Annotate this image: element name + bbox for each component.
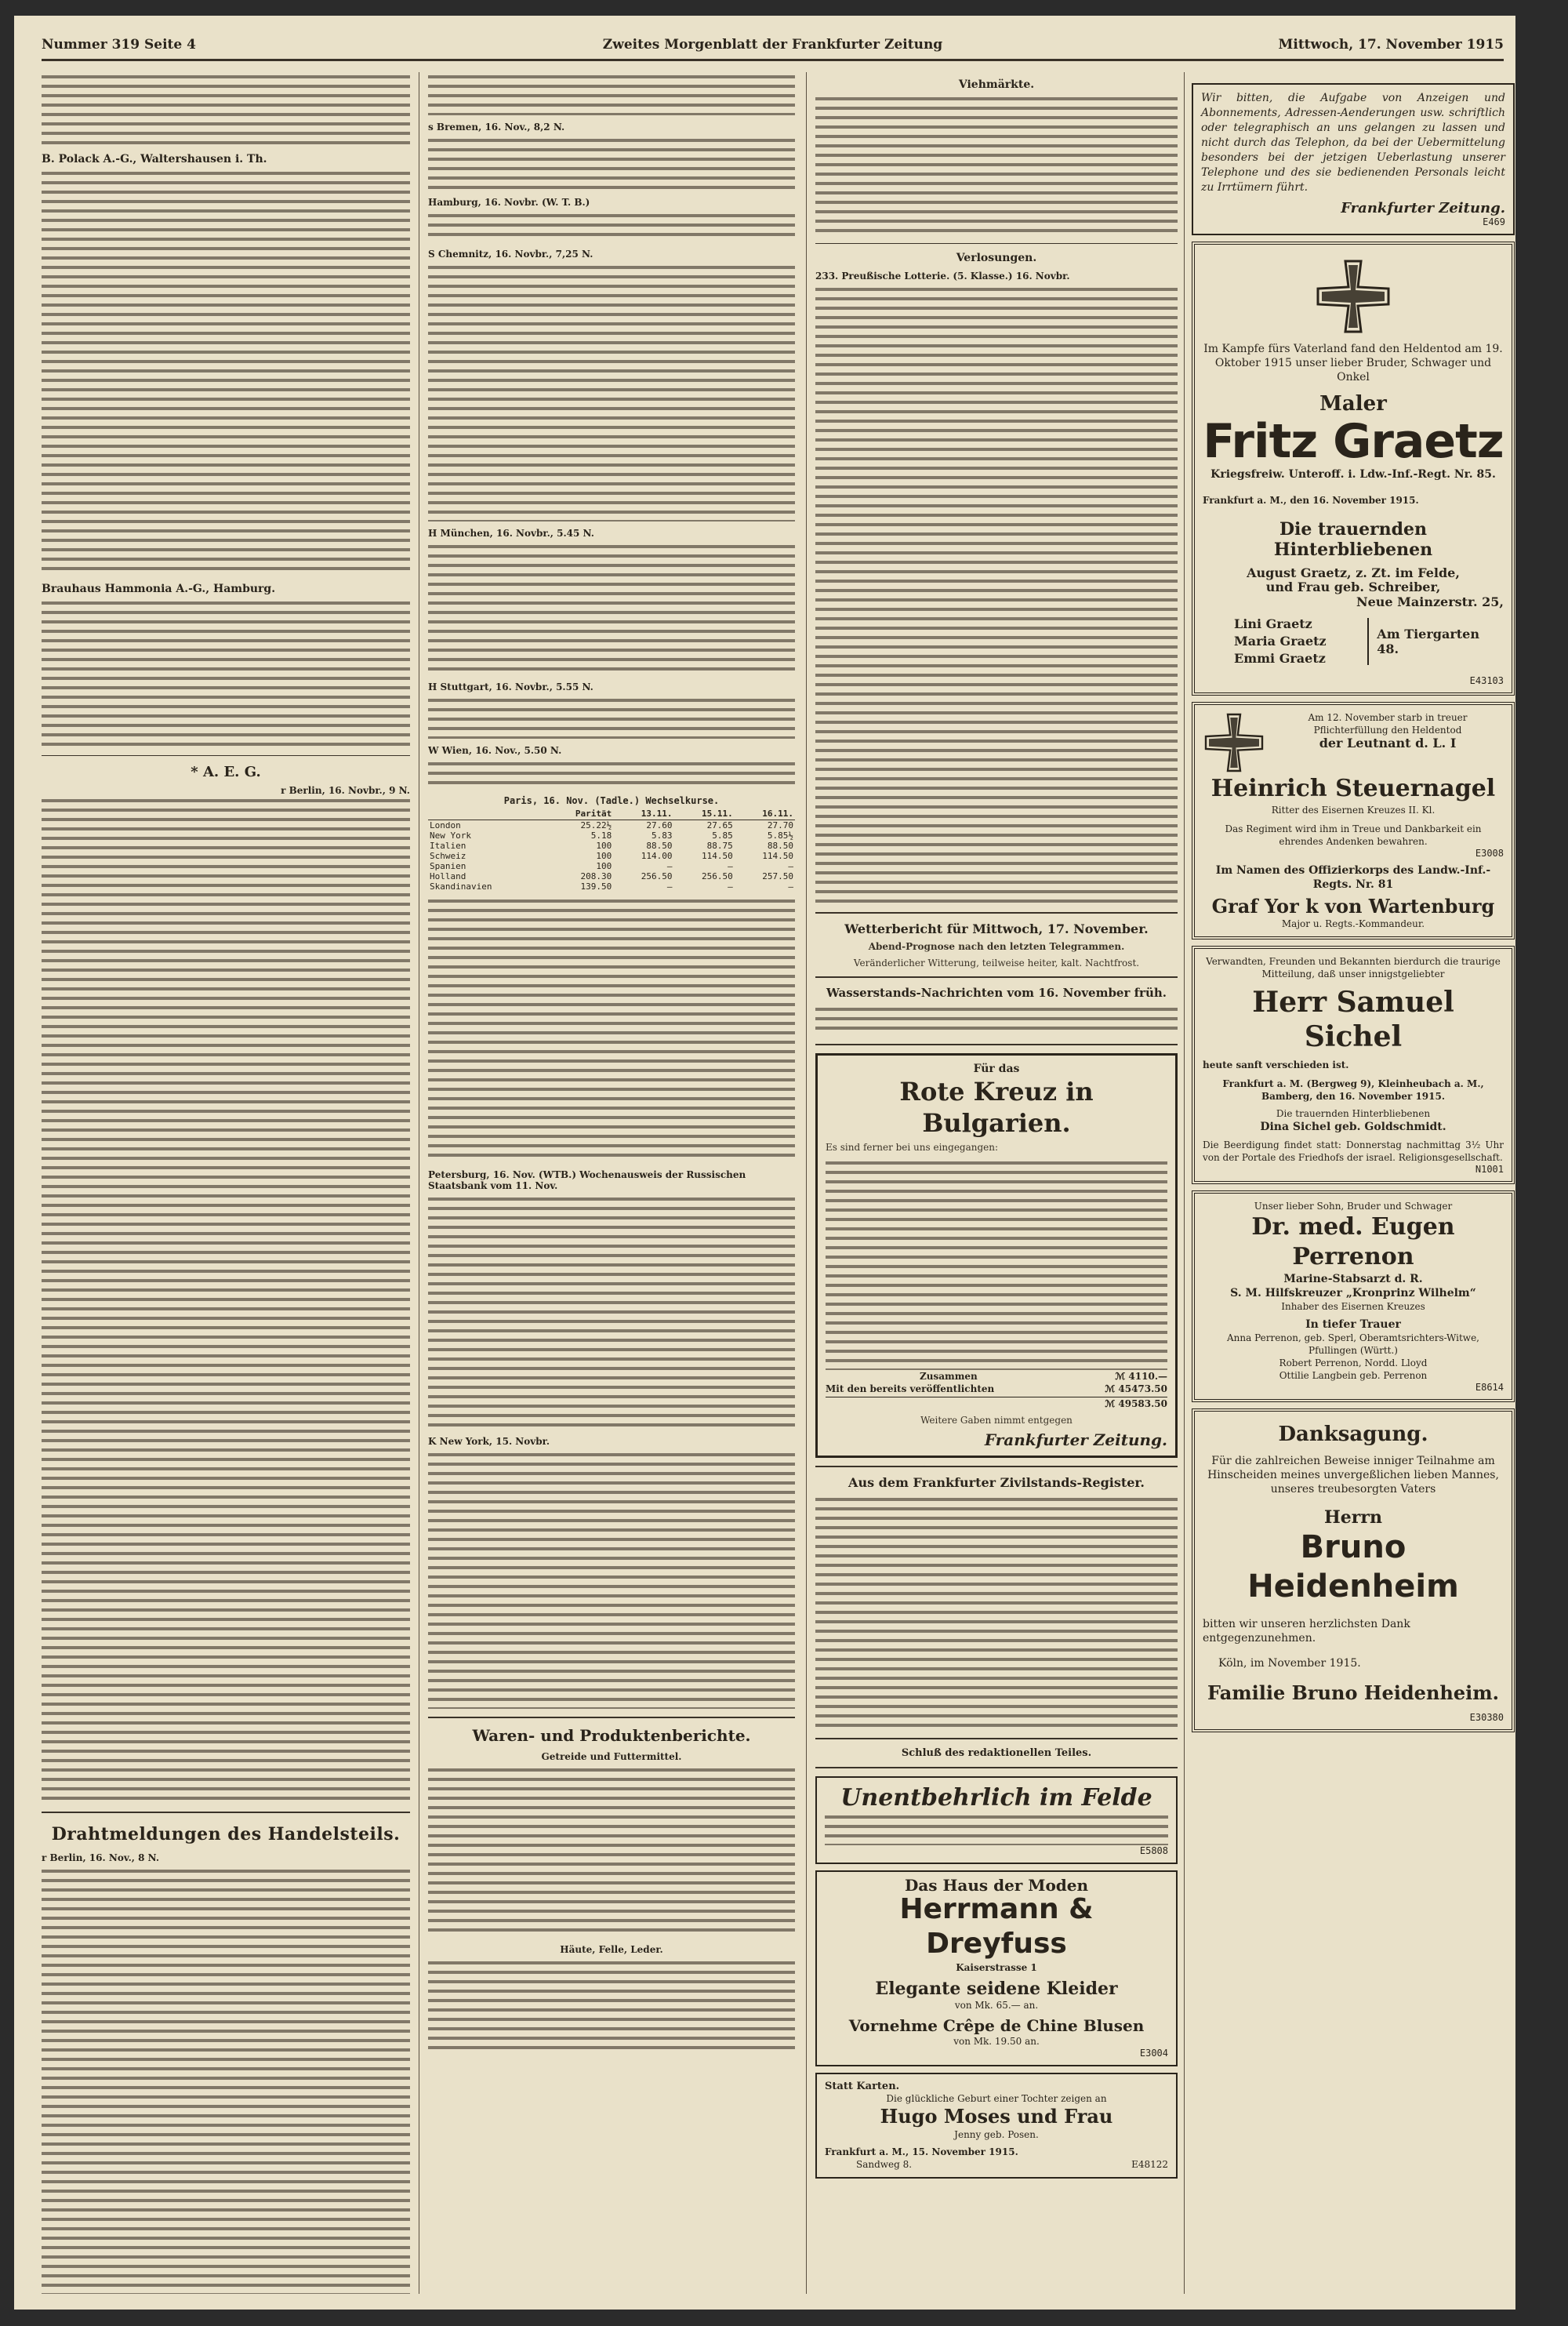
unentbehrlich-title: Unentbehrlich im Felde (840, 1784, 1152, 1812)
perrenon-family1: Anna Perrenon, geb. Sperl, Oberamtsrichters-Witwe, Pfullingen (Württ.) (1227, 1332, 1479, 1356)
zusammen-value: ℳ 4110.— (1115, 1370, 1167, 1382)
haeute-heading: Häute, Felle, Leder. (560, 1944, 663, 1955)
hermann-dreyfuss-ad (815, 1870, 1178, 2066)
table-cell: Italien (430, 841, 466, 851)
aeg-heading: * A. E. G. (191, 764, 261, 780)
dateline-newyork: K New York, 15. Novbr. (428, 1436, 550, 1447)
article-text (428, 136, 795, 191)
table-cell: — (728, 861, 733, 871)
table-cell: — (666, 881, 673, 892)
perrenon-rank: Marine-Stabsarzt d. R. (1283, 1273, 1423, 1285)
hermann-kicker: Das Haus der Moden (904, 1876, 1089, 1895)
danksagung-name: Bruno Heidenheim (1247, 1529, 1459, 1605)
table-cell: Schweiz (430, 851, 466, 861)
ad-number: E3008 (1475, 848, 1504, 859)
graetz-date: Frankfurt a. M., den 16. November 1915. (1203, 495, 1419, 506)
table-header: Parität (543, 808, 613, 820)
column-rule (806, 72, 807, 2294)
table-cell: 100 (596, 861, 612, 871)
fz-sign: Frankfurter Zeitung. (984, 1430, 1167, 1449)
zivil-heading: Aus dem Frankfurter Zivilstands-Register. (848, 1475, 1145, 1490)
newspaper-page (14, 16, 1515, 2310)
ad-number: E48122 (1131, 2159, 1168, 2170)
sichel-mourners: Die trauernden Hinterbliebenen (1276, 1108, 1431, 1119)
table-cell: New York (430, 830, 471, 841)
divider (815, 912, 1178, 914)
article-text (42, 598, 410, 747)
issue-date: Mittwoch, 17. November 1915 (1278, 37, 1504, 53)
table-cell: 139.50 (580, 881, 612, 892)
perrenon-name: Dr. med. Eugen Perrenon (1251, 1213, 1455, 1270)
dateline-hamburg: Hamburg, 16. Novbr. (W. T. B.) (428, 197, 590, 208)
dateline-stuttgart: H Stuttgart, 16. Novbr., 5.55 N. (428, 681, 593, 692)
ad-text (825, 1812, 1168, 1845)
geburt-nee: Jenny geb. Posen. (954, 2129, 1039, 2140)
paris-table-caption: Paris, 16. Nov. (Tadle.) Wechselkurse. (503, 795, 720, 806)
table-cell: — (788, 881, 793, 892)
ad-number: E30380 (1469, 1712, 1504, 1723)
table-cell: 100 (596, 851, 612, 861)
waren-heading: Waren- und Produktenberichte. (472, 1726, 751, 1745)
geburt-ad (815, 2073, 1178, 2179)
table-cell: Skandinavien (430, 881, 492, 892)
wetter-sub: Abend-Prognose nach den letzten Telegrammen. (868, 941, 1125, 952)
article-text (428, 1958, 795, 2052)
water-levels (815, 1005, 1178, 1036)
column-rule (1184, 72, 1185, 2294)
article-text (428, 896, 795, 1163)
sichel-text: heute sanft verschieden ist. (1203, 1059, 1349, 1070)
table-cell: 27.65 (706, 820, 733, 830)
divider (815, 1767, 1178, 1768)
zivil-register (815, 1495, 1178, 1730)
graetz-mourner2: Lini Graetz (1234, 616, 1312, 631)
geburt-place: Frankfurt a. M., 15. November 1915. (825, 2146, 1018, 2157)
hermann-name: Herrmann & Dreyfuss (899, 1893, 1094, 1960)
iron-cross-icon (1314, 257, 1392, 336)
drahtmeldungen-heading: Drahtmeldungen des Handelsteils. (51, 1824, 401, 1844)
steuernagel-signer: Graf Yor k von Wartenburg (1211, 895, 1495, 918)
danksagung-place: Köln, im November 1915. (1218, 1657, 1361, 1670)
lotterie-heading: Verlosungen. (956, 252, 1037, 264)
article-text (428, 759, 795, 790)
donor-list (826, 1158, 1167, 1370)
bereits-value: ℳ 45473.50 (1105, 1383, 1167, 1394)
sichel-place: Frankfurt a. M. (Bergweg 9), Kleinheubach a. M., Bamberg, den 16. November 1915. (1222, 1078, 1484, 1102)
statement-table (428, 1194, 795, 1430)
lotterie-line: 233. Preußische Lotterie. (5. Klasse.) 16. Novbr. (815, 271, 1070, 282)
sichel-obituary (1192, 946, 1515, 1184)
table-cell: 5.85 (712, 830, 733, 841)
ad-number: E469 (1483, 216, 1505, 227)
table-cell: 257.50 (762, 871, 793, 881)
table-header: 13.11. (613, 808, 673, 820)
table-cell: — (728, 881, 733, 892)
article-text (428, 1765, 795, 1938)
paris-exchange-table (428, 795, 795, 892)
statt-karten: Statt Karten. (825, 2081, 900, 2092)
danksagung-text: Für die zahlreichen Beweise inniger Teilnahme am Hinscheiden meines unvergeßlichen lieben Mannes, unseres treubesorgten Vaters (1207, 1455, 1499, 1496)
table-header: 16.11. (735, 808, 795, 820)
table-cell: Holland (430, 871, 466, 881)
table-cell: 208.30 (580, 871, 612, 881)
table-row (428, 871, 795, 881)
ad-number: N1001 (1475, 1164, 1504, 1175)
column-3 (815, 72, 1178, 2294)
perrenon-family2: Robert Perrenon, Nordd. Lloyd (1279, 1357, 1428, 1368)
sichel-intro: Verwandten, Freunden und Bekannten bierdurch die traurige Mitteilung, daß unser innigstgeliebter (1206, 956, 1501, 979)
table-cell: 27.60 (646, 820, 673, 830)
bereits-label: Mit den bereits veröffentlichten (826, 1383, 995, 1394)
getreide-heading: Getreide und Futtermittel. (541, 1751, 682, 1762)
column-4 (1192, 72, 1515, 2294)
hermann-address: Kaiserstrasse 1 (956, 1962, 1037, 1973)
danksagung-signer: Familie Bruno Heidenheim. (1207, 1681, 1499, 1704)
table-cell: London (430, 820, 461, 830)
ad-number: E3004 (1139, 2048, 1168, 2059)
perrenon-intro: Unser lieber Sohn, Bruder und Schwager (1254, 1201, 1453, 1212)
dateline-wien: W Wien, 16. Nov., 5.50 N. (428, 745, 562, 756)
graetz-address1: Neue Mainzerstr. 25, (1356, 594, 1504, 609)
graetz-title: Maler (1319, 392, 1387, 416)
steuernagel-intro: Am 12. November starb in treuer Pflichterfüllung den Heldentod (1308, 712, 1468, 736)
table-cell: 114.00 (641, 851, 673, 861)
table-row (428, 830, 795, 841)
article-text (42, 72, 410, 147)
paper-title: Zweites Morgenblatt der Frankfurter Zeitung (602, 37, 943, 53)
article-text (42, 796, 410, 1804)
table-header: 15.11. (674, 808, 735, 820)
table-row (428, 820, 795, 831)
table-row (428, 861, 795, 871)
dateline-chemnitz: S Chemnitz, 16. Novbr., 7,25 N. (428, 249, 593, 260)
article-text (428, 263, 795, 522)
lottery-numbers (815, 285, 1178, 904)
rotkreuz-box (815, 1053, 1178, 1458)
table-cell: 100 (596, 841, 612, 851)
viehmaerkte-heading: Viehmärkte. (958, 78, 1035, 91)
hermann-line2: Vornehme Crêpe de Chine Blusen (848, 2016, 1145, 2035)
divider (815, 1466, 1178, 1467)
graetz-mourners: Die trauernden Hinterbliebenen (1273, 519, 1433, 560)
article-text (815, 94, 1178, 235)
divider (42, 1812, 410, 1813)
perrenon-cross: Inhaber des Eisernen Kreuzes (1281, 1301, 1425, 1312)
dateline-petersburg: Petersburg, 16. Nov. (WTB.) Wochenausweis der Russischen Staatsbank vom 11. Nov. (428, 1169, 746, 1191)
steuernagel-obituary (1192, 702, 1515, 939)
graetz-rank: Kriegsfreiw. Unteroff. i. Ldw.-Inf.-Regt. Nr. 85. (1210, 468, 1496, 481)
steuernagel-rank: Ritter des Eisernen Kreuzes II. Kl. (1271, 805, 1436, 816)
graetz-mourner1: August Graetz, z. Zt. im Felde, (1247, 565, 1460, 580)
table-cell: 114.50 (701, 851, 733, 861)
article-text (42, 1866, 410, 2294)
weitere-gaben: Weitere Gaben nimmt entgegen (920, 1414, 1073, 1426)
table-cell: 256.50 (701, 871, 733, 881)
sichel-signer: Dina Sichel geb. Goldschmidt. (1260, 1121, 1446, 1133)
table-cell: 256.50 (641, 871, 673, 881)
steuernagel-name: Heinrich Steuernagel (1210, 775, 1496, 802)
graetz-mourner3: Maria Graetz (1234, 634, 1327, 649)
column-2 (428, 72, 795, 2294)
divider (815, 243, 1178, 244)
notice-text: Wir bitten, die Aufgabe von Anzeigen und Abonnements, Adressen-Aenderungen usw. schriftlich oder telegraphisch an uns gelangen zu lassen und nicht durch das Telephon, da bei der Uebermittelung besonders bei der jetzigen Ueberlastung unserer Telephone und des sie bedienenden Personals leicht zu Irrtümern führt. (1201, 92, 1505, 194)
table-row (428, 841, 795, 851)
table-cell: 88.50 (767, 841, 793, 851)
sichel-name: Herr Samuel Sichel (1252, 986, 1454, 1053)
ad-number: E43103 (1469, 675, 1504, 686)
schluss-label: Schluß des redaktionellen Teiles. (901, 1747, 1092, 1759)
zusammen-row (826, 1370, 1167, 1383)
iron-cross-icon (1203, 711, 1265, 774)
table-header (428, 808, 543, 820)
hermann-line1b: von Mk. 65.— an. (954, 2000, 1039, 2011)
table-cell: 25.22½ (580, 820, 612, 830)
article-text (428, 211, 795, 242)
article-text (42, 169, 410, 576)
danksagung-title: Danksagung. (1278, 1423, 1428, 1446)
steuernagel-text: Das Regiment wird ihm in Treue und Dankbarkeit ein ehrendes Andenken bewahren. (1225, 823, 1482, 847)
table-row (428, 851, 795, 861)
geburt-names: Hugo Moses und Frau (880, 2105, 1113, 2128)
graetz-obituary (1192, 242, 1515, 696)
wetter-text: Veränderlicher Witterung, teilweise heiter, kalt. Nachtfrost. (853, 957, 1140, 969)
table-cell: 27.70 (767, 820, 793, 830)
rotkreuz-title: Rote Kreuz in Bulgarien. (899, 1077, 1094, 1138)
table-cell: 5.85½ (767, 830, 793, 841)
danksagung-text2: bitten wir unseren herzlichsten Dank entgegenzunehmen. (1203, 1618, 1410, 1645)
rotkreuz-kicker: Für das (973, 1063, 1020, 1075)
divider (42, 755, 410, 756)
steuernagel-signer-rank: Major u. Regts.-Kommandeur. (1281, 918, 1425, 929)
summe-row (826, 1397, 1167, 1410)
perrenon-ship: S. M. Hilfskreuzer „Kronprinz Wilhelm“ (1230, 1287, 1476, 1299)
graetz-sisters (1203, 616, 1504, 667)
wetter-heading: Wetterbericht für Mittwoch, 17. November. (844, 921, 1149, 936)
graetz-name: Fritz Graetz (1203, 414, 1504, 469)
table-cell: 88.75 (706, 841, 733, 851)
article-text (428, 542, 795, 675)
company-heading: B. Polack A.-G., Waltershausen i. Th. (42, 153, 267, 165)
table-cell: 88.50 (646, 841, 673, 851)
steuernagel-sub: der Leutnant d. L. I (1319, 736, 1457, 750)
steuernagel-head (1203, 711, 1504, 774)
geburt-street: Sandweg 8. (856, 2159, 913, 2170)
danksagung-herrn: Herrn (1324, 1507, 1382, 1528)
geburt-text: Die glückliche Geburt einer Tochter zeigen an (886, 2093, 1107, 2104)
heidenheim-danksagung (1192, 1408, 1515, 1732)
article-text (428, 72, 795, 115)
perrenon-family3: Ottilie Langbein geb. Perrenon (1279, 1370, 1428, 1381)
table-cell: — (788, 861, 793, 871)
page-header (42, 37, 1504, 61)
summe-value: ℳ 49583.50 (1105, 1397, 1167, 1409)
wasser-heading: Wasserstands-Nachrichten vom 16. November früh. (826, 986, 1167, 1000)
divider (815, 1044, 1178, 1045)
column-1 (42, 72, 410, 2294)
geburt-footer (825, 2158, 1168, 2171)
drahtmeldungen-dateline: r Berlin, 16. Nov., 8 N. (42, 1852, 160, 1863)
table-row (428, 881, 795, 892)
table-cell: 114.50 (762, 851, 793, 861)
divider (815, 1738, 1178, 1739)
issue-number: Nummer 319 Seite 4 (42, 37, 196, 53)
divider (815, 976, 1178, 978)
dateline-bremen: s Bremen, 16. Nov., 8,2 N. (428, 122, 565, 133)
ad-number: E5808 (1139, 1845, 1168, 1856)
sichel-burial: Die Beerdigung findet statt: Donnerstag nachmittag 3½ Uhr von der Portale des Friedhofs der israel. Religionsgesellschaft. (1203, 1139, 1504, 1163)
ad-number: E8614 (1475, 1382, 1504, 1393)
company-heading: Brauhaus Hammonia A.-G., Hamburg. (42, 583, 276, 595)
rotkreuz-sub: Es sind ferner bei uns eingegangen: (826, 1142, 999, 1153)
aeg-dateline: r Berlin, 16. Novbr., 9 N. (281, 785, 410, 796)
table-cell: 5.18 (590, 830, 612, 841)
table-cell: — (666, 861, 673, 871)
graetz-mourner1b: und Frau geb. Schreiber, (1265, 580, 1441, 594)
unentbehrlich-ad (815, 1776, 1178, 1864)
steuernagel-name-of: Im Namen des Offizierkorps des Landw.-Inf.-Regts. Nr. 81 (1215, 864, 1491, 891)
graetz-intro: Im Kampfe fürs Vaterland fand den Heldentod am 19. Oktober 1915 unser lieber Bruder, Schwager und Onkel (1203, 343, 1503, 383)
graetz-address2: Am Tiergarten 48. (1377, 627, 1479, 656)
perrenon-trauer: In tiefer Trauer (1305, 1318, 1401, 1331)
article-text (428, 696, 795, 739)
table-cell: Spanien (430, 861, 466, 871)
divider (428, 1717, 795, 1718)
bereits-row (826, 1383, 1167, 1395)
notice-box (1192, 83, 1515, 235)
dateline-muenchen: H München, 16. Novbr., 5.45 N. (428, 528, 594, 539)
hermann-line2b: von Mk. 19.50 an. (953, 2036, 1040, 2047)
notice-sign: Frankfurter Zeitung. (1341, 200, 1505, 216)
table-cell: 5.83 (652, 830, 673, 841)
graetz-mourner4: Emmi Graetz (1234, 651, 1326, 666)
article-text (428, 1450, 795, 1709)
zusammen-label: Zusammen (920, 1370, 978, 1382)
hermann-line1: Elegante seidene Kleider (875, 1979, 1118, 1999)
perrenon-obituary (1192, 1190, 1515, 1402)
